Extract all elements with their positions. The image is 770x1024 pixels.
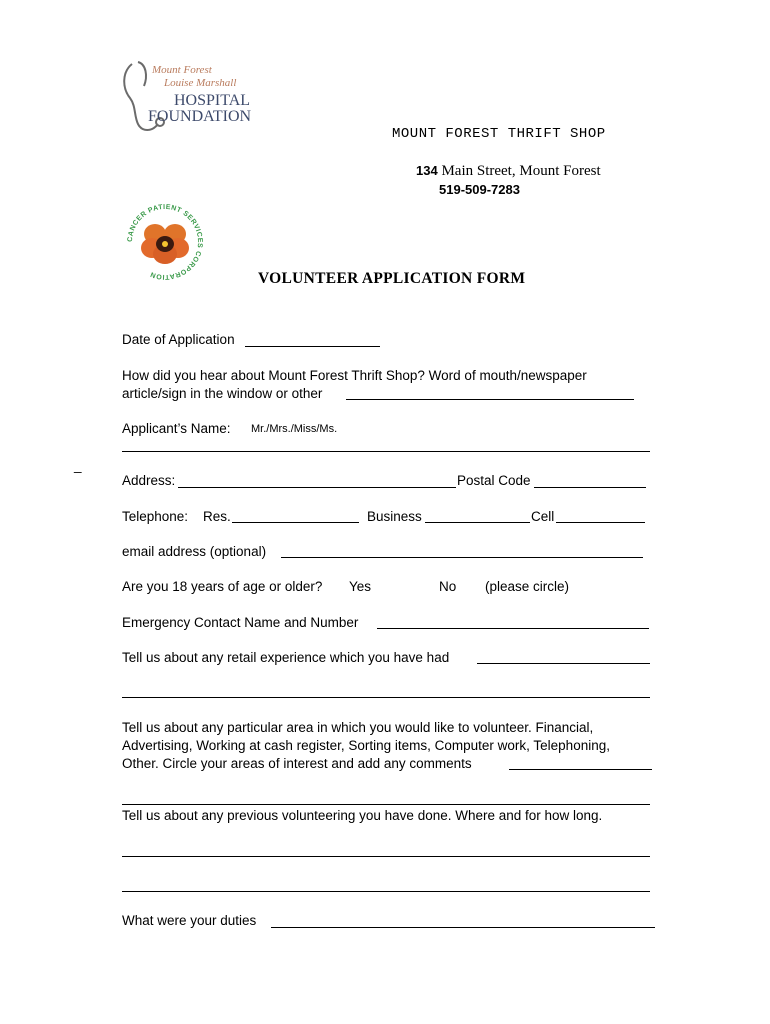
cell-label: Cell — [531, 509, 555, 524]
retail-experience-field[interactable] — [477, 663, 650, 664]
business-label: Business — [367, 509, 422, 524]
email-label: email address (optional) — [122, 544, 267, 559]
postal-code-field[interactable] — [534, 487, 646, 488]
res-label: Res. — [203, 509, 231, 524]
telephone-label: Telephone: — [122, 509, 189, 524]
logo-line-louise-marshall: Louise Marshall — [164, 77, 237, 89]
email-field[interactable] — [281, 557, 643, 558]
cancer-services-logo — [120, 202, 210, 282]
date-field[interactable] — [245, 346, 380, 347]
date-label: Date of Application — [122, 332, 235, 347]
form-title: VOLUNTEER APPLICATION FORM — [258, 270, 526, 287]
circle-note: (please circle) — [485, 579, 570, 594]
age-no-option[interactable]: No — [439, 579, 457, 594]
logo-line-foundation: FOUNDATION — [148, 108, 252, 125]
duties-label: What were your duties — [122, 913, 257, 928]
retail-experience-field-2[interactable] — [122, 697, 650, 698]
area-comments-field-2[interactable] — [122, 804, 650, 805]
shop-name: MOUNT FOREST THRIFT SHOP — [392, 126, 606, 142]
age-question: Are you 18 years of age or older? — [122, 579, 323, 594]
hear-question-line2: article/sign in the window or other — [122, 386, 323, 401]
street-number: 134 — [416, 163, 438, 178]
logo-line-hospital: HOSPITAL — [174, 92, 251, 109]
area-question-line2: Advertising, Working at cash register, Sorting items, Computer work, Telephoning, — [122, 738, 610, 753]
name-field[interactable] — [122, 451, 650, 452]
cell-phone-field[interactable] — [556, 522, 645, 523]
hear-other-field[interactable] — [346, 399, 634, 400]
margin-mark: _ — [74, 458, 82, 473]
logo-ring-text: CANCER PATIENT SERVICES CORPORATION — [126, 203, 204, 281]
hospital-foundation-logo — [118, 58, 252, 136]
address-label: Address: — [122, 473, 176, 488]
street-rest: Main Street, Mount Forest — [437, 163, 601, 179]
res-phone-field[interactable] — [232, 522, 359, 523]
area-question-line3: Other. Circle your areas of interest and add any comments — [122, 756, 472, 771]
pansy-flower-icon — [120, 202, 210, 282]
hear-question-line1: How did you hear about Mount Forest Thrift Shop? Word of mouth/newspaper — [122, 368, 587, 383]
area-comments-field[interactable] — [509, 769, 652, 770]
duties-field[interactable] — [271, 927, 655, 928]
previous-volunteering-field[interactable] — [122, 856, 650, 857]
shop-address — [416, 163, 601, 180]
name-label: Applicant’s Name: — [122, 421, 231, 436]
age-yes-option[interactable]: Yes — [349, 579, 372, 594]
address-field[interactable] — [178, 487, 456, 488]
retail-experience-label: Tell us about any retail experience which you have had — [122, 650, 450, 665]
previous-volunteering-label: Tell us about any previous volunteering you have done. Where and for how long. — [122, 808, 603, 823]
name-prefix: Mr./Mrs./Miss/Ms. — [251, 423, 338, 435]
postal-code-label: Postal Code — [457, 473, 531, 488]
emergency-contact-label: Emergency Contact Name and Number — [122, 615, 359, 630]
business-phone-field[interactable] — [425, 522, 530, 523]
shop-phone: 519-509-7283 — [439, 182, 520, 197]
logo-line-mount-forest: Mount Forest — [152, 64, 212, 76]
area-question-line1: Tell us about any particular area in which you would like to volunteer. Financial, — [122, 720, 594, 735]
previous-volunteering-field-2[interactable] — [122, 891, 650, 892]
emergency-contact-field[interactable] — [377, 628, 649, 629]
